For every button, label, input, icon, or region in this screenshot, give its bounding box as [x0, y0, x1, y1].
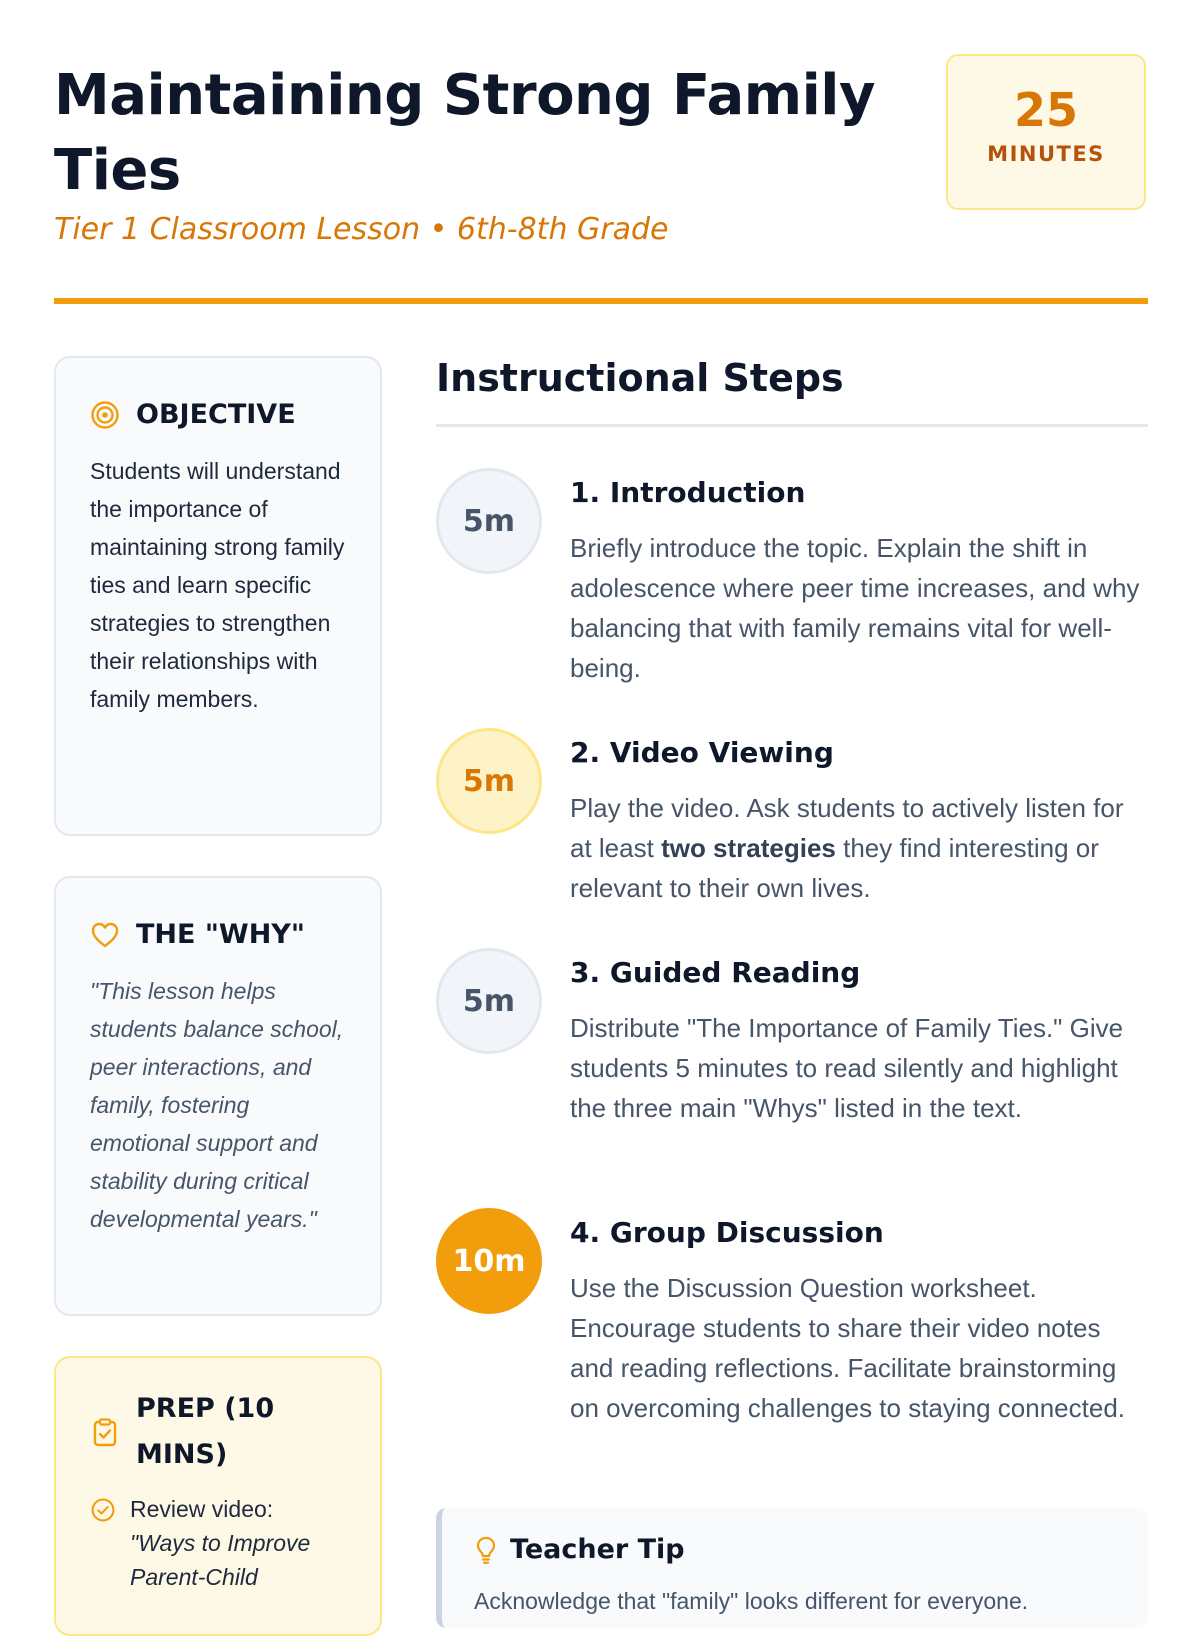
section-title: Instructional Steps — [436, 356, 844, 400]
why-card — [54, 876, 382, 1316]
step-description: Use the Discussion Question worksheet. Encourage students to share their video notes and reading reflections. Facilitate brainstorming on overcoming challenges to staying connected. — [570, 1273, 1126, 1423]
duration-value: 25 — [1013, 83, 1078, 137]
lightbulb-icon — [474, 1535, 498, 1565]
header-divider — [54, 298, 1148, 304]
step-duration-badge: 5m — [436, 948, 542, 1054]
prep-item — [90, 1492, 348, 1594]
prep-item-text — [130, 1492, 348, 1594]
clipboard-check-icon — [90, 1417, 120, 1447]
heart-icon — [90, 920, 120, 950]
objective-card — [54, 356, 382, 836]
objective-text: Students will understand the importance of maintaining strong family ties and learn specific strategies to strengthen their relationships with family members. — [90, 458, 345, 712]
step-description — [570, 788, 1150, 908]
step-guided-reading — [436, 948, 1148, 1168]
step-duration-badge: 5m — [436, 468, 542, 574]
step-description-part: they find interesting or relevant to their own lives. — [570, 833, 1099, 903]
page-subtitle: Tier 1 Classroom Lesson • 6th-8th Grade — [54, 212, 669, 247]
prep-header — [90, 1386, 348, 1478]
step-description: Briefly introduce the topic. Explain the shift in adolescence where peer time increases, and why balancing that with family remains vital for well-being. — [570, 533, 1140, 683]
teacher-tip-text: Acknowledge that "family" looks different for everyone. — [474, 1588, 1029, 1614]
step-title: 2. Video Viewing — [570, 736, 834, 769]
prep-item-label: Review video: — [130, 1496, 274, 1522]
objective-header — [90, 392, 348, 438]
why-title: THE "WHY" — [136, 919, 305, 950]
duration-badge — [946, 54, 1146, 210]
step-duration-badge: 5m — [436, 728, 542, 834]
lesson-header — [54, 52, 1148, 304]
why-header — [90, 912, 348, 958]
target-icon — [90, 400, 120, 430]
prep-title: PREP (10 MINS) — [136, 1393, 275, 1470]
section-divider — [436, 424, 1148, 427]
step-description-part: Play the video. Ask students to actively listen for at least — [570, 793, 1124, 863]
step-introduction — [436, 468, 1148, 688]
duration-unit: MINUTES — [987, 142, 1105, 166]
why-quote: "This lesson helps students balance school, peer interactions, and family, fostering emotional support and stability during critical developmental years." — [90, 978, 344, 1232]
prep-card — [54, 1356, 382, 1636]
prep-item-detail: "Ways to Improve Parent-Child — [130, 1530, 311, 1590]
step-description-emphasis: two strategies — [661, 833, 836, 863]
step-title: 1. Introduction — [570, 476, 806, 509]
step-description: Distribute "The Importance of Family Ties." Give students 5 minutes to read silently and highlight the three main "Whys" listed in the text. — [570, 1013, 1124, 1123]
step-duration-badge: 10m — [436, 1208, 542, 1314]
step-title: 3. Guided Reading — [570, 956, 861, 989]
step-title: 4. Group Discussion — [570, 1216, 884, 1249]
page-title: Maintaining Strong Family Ties — [54, 63, 875, 203]
teacher-tip-header — [474, 1534, 685, 1565]
check-circle-icon — [90, 1497, 116, 1523]
step-group-discussion — [436, 1208, 1148, 1468]
teacher-tip-title: Teacher Tip — [510, 1534, 685, 1565]
step-video-viewing — [436, 728, 1148, 908]
teacher-tip — [436, 1508, 1148, 1628]
objective-title: OBJECTIVE — [136, 399, 296, 430]
